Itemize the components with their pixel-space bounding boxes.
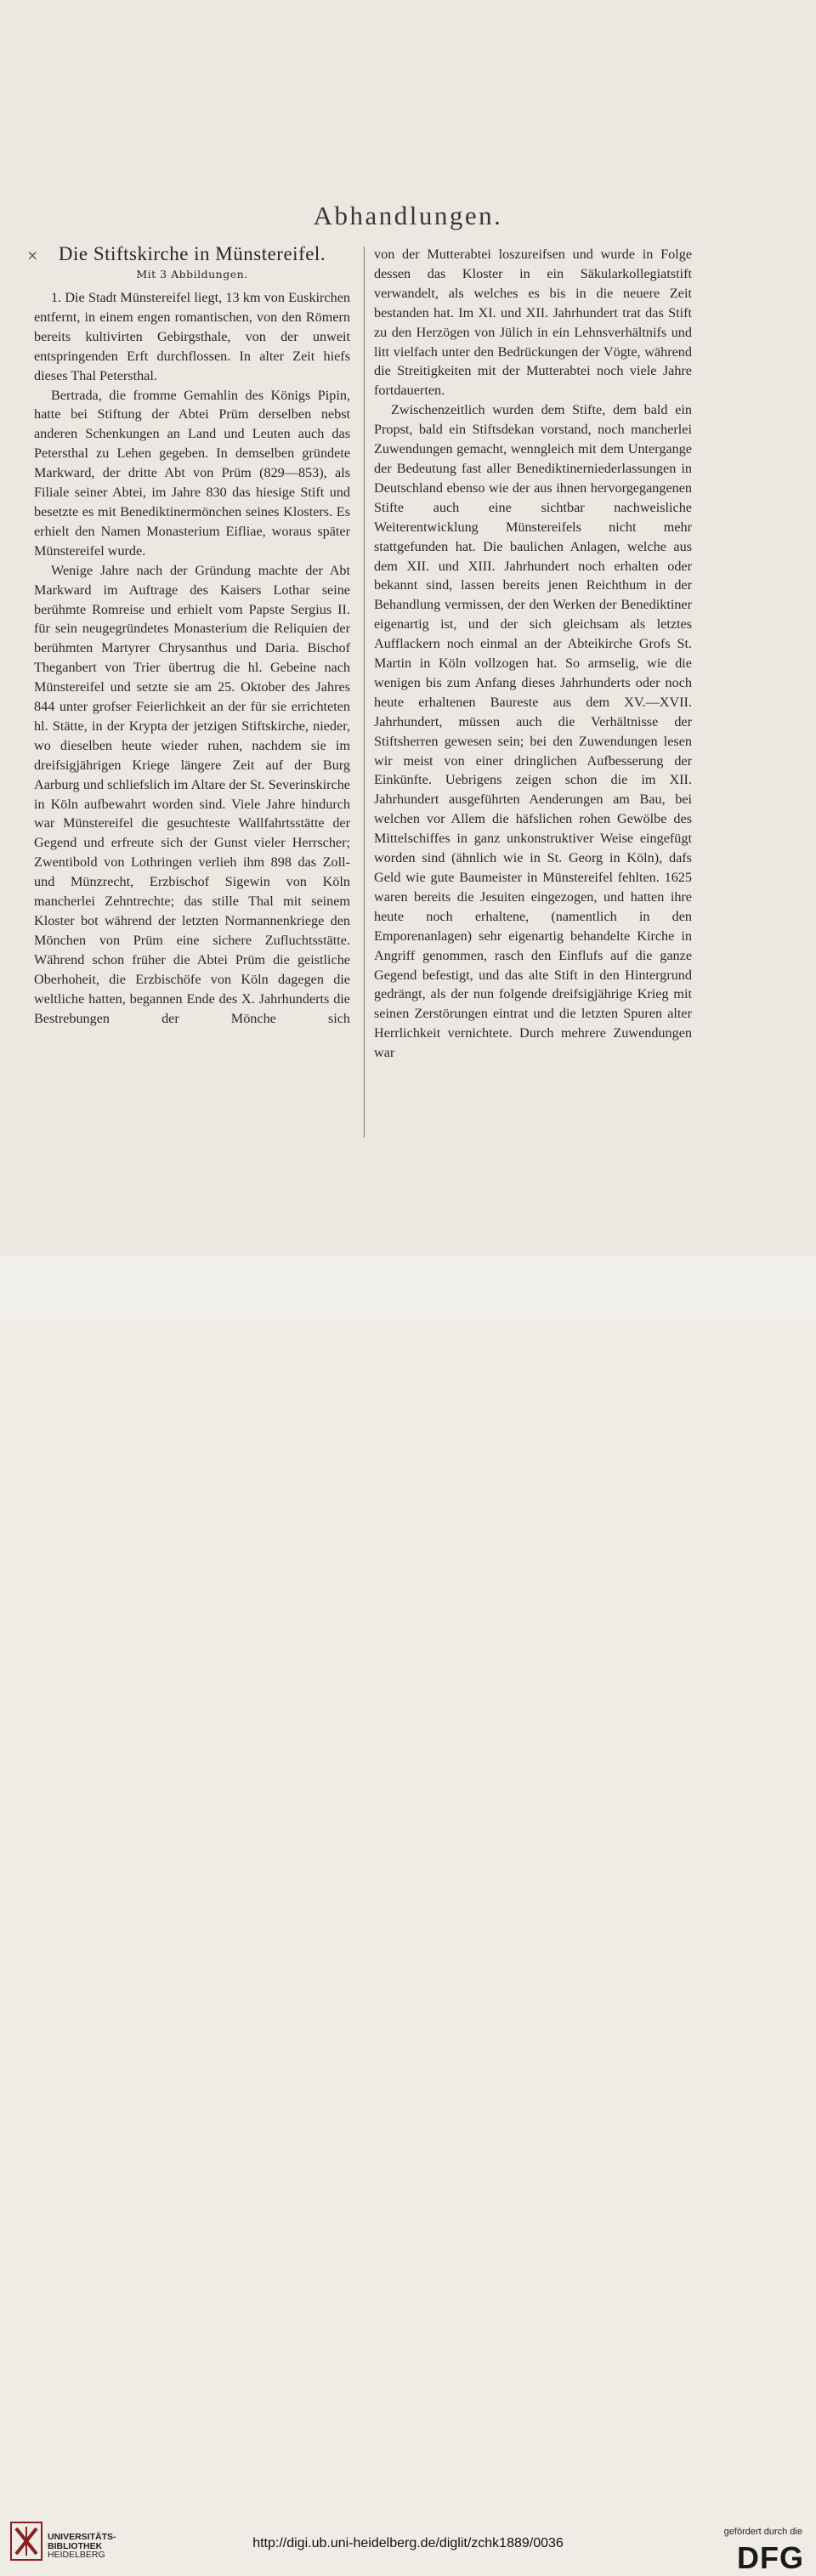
paragraph: Zwischenzeitlich wurden dem Stifte, dem bald ein Propst, bald ein Stiftsdekan vorstand, noch mancherlei Zuwendungen gemacht, wenngleich mit dem Untergange der Bedeutung fast aller Benediktinerniederlassungen in Deutschland ebenso wie der aus ihnen hervorgegangenen Stifte auch eine sichtbar nachweisliche Weiterentwicklung Münstereifels nicht mehr stattgefunden hat. Die baulichen Anlagen, welche aus dem XII. und XIII. Jahrhundert noch erhalten oder bekannt sind, lassen bereits jenen Reichthum in der Behandlung vermissen, der den Werken der Benediktiner eigenartig ist, und der sich gleichsam als letztes Aufflackern noch einmal an der Abteikirche Grofs St. Martin in Köln vollzogen hat. So armselig, wie die wenigen bis zum Anfang dieses Jahrhunderts oder noch heute erhaltenen Baureste aus dem XV.—XVII. Jahrhundert, müssen auch die Verhältnisse der Stiftsherren gewesen sein; bei den Zuwendungen lesen wir meist von einer dringlichen Aufbesserung der Einkünfte. Uebrigens zeigen schon die im XII. Jahrhundert ausgeführten Aenderungen am Bau, bei welchen vor Allem die häfslichen rohen Gewölbe des Mittelschiffes in ganz unkonstruktiver Weise eingefügt worden sind (ähnlich wie in St. Georg in Köln), dafs Geld wie gute Baumeister in Münstereifel fehlten. 1625 waren bereits die Jesuiten eingezogen, und hatten ihre heute noch erhaltene, (namentlich in den Emporenanlagen) sehr eigenartig behandelte Kirche in Angriff genommen, rasch den Einflufs auf die ganze Gegend befestigt, und das alte Stift in den Hintergrund gedrängt, als der nun folgende dreifsigjährige Krieg mit seinen Zerstörungen eintrat und die letzten Spuren alter Herrlichkeit vernichtete. Durch mehrere Zuwendungen war: [374, 402, 692, 1061]
permalink-url[interactable]: http://digi.ub.uni-heidelberg.de/diglit/zchk1889/0036: [252, 2536, 564, 2550]
paragraph: von der Mutterabtei loszureifsen und wurde in Folge dessen das Kloster in ein Säkularkollegiatstift verwandelt, als welches es bis in die neuere Zeit bestanden hat. Im XI. und XII. Jahrhundert trat das Stift zu den Herzögen von Jülich in ein Lehnsverhältnifs und litt vielfach unter den Bedrückungen der Vögte, während die Streitigkeiten mit der Mutterabtei noch viele Jahre fortdauerten.: [374, 247, 692, 399]
dfg-logo: DFG: [737, 2540, 804, 2575]
column-divider: [364, 247, 365, 1138]
section-heading: Abhandlungen.: [313, 201, 503, 230]
library-name: UNIVERSITÄTS- BIBLIOTHEK HEIDELBERG: [48, 2532, 116, 2560]
pencil-x-mark: ×: [27, 245, 38, 266]
viewer-footer: [0, 1257, 816, 2575]
paragraph: Bertrada, die fromme Gemahlin des Königs Pipin, hatte bei Stiftung der Abtei Prüm derselben nebst anderen Schenkungen an Land und Leuten auch das Petersthal zu Lehen gegeben. In demselben gründete Markward, der dritte Abt von Prüm (829—853), als Filiale seiner Abtei, im Jahre 830 das hiesige Stift und besetzte es mit Benediktinermönchen seines Klosters. Es erhielt den Namen Monasterium Eifliae, woraus später Münstereifel wurde.: [34, 387, 350, 559]
funded-by-caption: gefördert durch die: [723, 2527, 802, 2537]
article-subtitle: Mit 3 Abbildungen.: [136, 268, 248, 281]
paragraph: 1. Die Stadt Münstereifel liegt, 13 km von Euskirchen entfernt, in einem engen romantischen, von den Römern bereits kultivirten Gebirgsthale, von der unweit entspringenden Erft durchflossen. In alter Zeit hiefs dieses Thal Petersthal.: [34, 290, 350, 383]
document-page: [0, 0, 816, 1257]
paragraph: Wenige Jahre nach der Gründung machte der Abt Markward im Auftrage des Kaisers Lothar seine berühmte Romreise und erhielt vom Papste Sergius II. für sein neugegründetes Monasterium die Reliquien der berühmten Martyrer Chrysanthus und Daria. Bischof Theganbert von Trier übertrug die hl. Gebeine nach Münstereifel und setzte sie am 25. Oktober des Jahres 844 unter grofser Feierlichkeit an der für sie errichteten hl. Stätte, in der Krypta der jetzigen Stiftskirche, nieder, wo dieselben heute wieder ruhen, nachdem sie im dreifsigjährigen Kriege längere Zeit auf der Burg Aarburg und schliefslich im Altare der St. Severinskirche in Köln aufbewahrt worden sind. Viele Jahre hindurch war Münstereifel die gesuchteste Wallfahrtsstätte der Gegend und erfreute sich der Gunst vieler Herrscher; Zwentibold von Lothringen verlieh ihm 898 das Zoll- und Münzrecht, Erzbischof Sigewin von Köln mancherlei Zehntrechte; das stille Thal mit seinem Kloster bot während der letzten Normannenkriege den Mönchen von Prüm eine sichere Zufluchtsstätte. Während schon früher die Abtei Prüm die geistliche Oberhoheit, die Erzbischöfe von Köln dagegen die weltliche hatten, begannen Ende des X. Jahrhunderts die Bestrebungen der Mönche sich: [34, 562, 350, 1026]
left-column: [27, 243, 350, 1028]
article-title: [27, 243, 350, 266]
right-column: [374, 245, 692, 1063]
article-title-text: Die Stiftskirche in Münstereifel.: [58, 243, 326, 264]
